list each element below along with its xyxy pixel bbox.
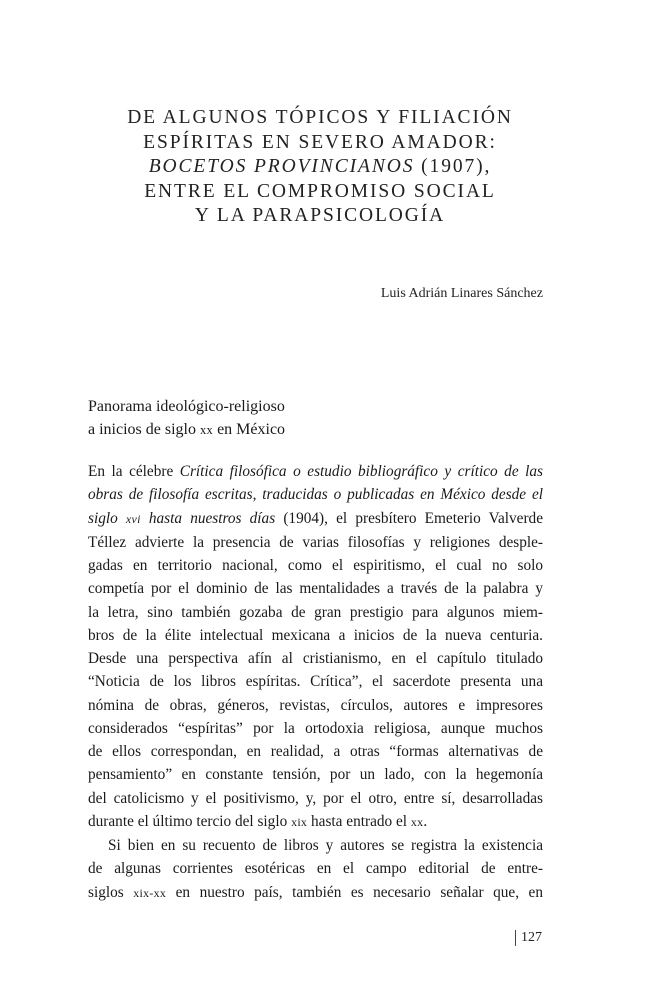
body-line xyxy=(88,460,543,483)
body-line: “Noticia de los libros espíritas. Crítica”, el sacerdote presenta una xyxy=(88,673,543,691)
century-smallcaps: xvi xyxy=(125,511,141,526)
body-text-run: (1904), el presbítero Emeterio Valverde xyxy=(275,509,543,527)
title-year: (1907), xyxy=(414,156,492,178)
body-line: la letra, sino también gozaba de gran prestigio para algunos miem- xyxy=(88,603,543,621)
body-line xyxy=(88,881,543,905)
title-line-3 xyxy=(60,155,580,180)
body-line: Téllez advierte la presencia de varias filosofías y religiones desple- xyxy=(88,533,543,551)
body-text-run: durante el último tercio del siglo xyxy=(88,812,292,830)
body-text-run: En la célebre xyxy=(88,463,180,480)
book-title-text: obras de filosofía escritas, traducidas o publicadas en México desde el xyxy=(88,486,543,504)
chapter-title xyxy=(60,106,580,229)
book-title-text: hasta nuestros días xyxy=(140,509,276,527)
heading-text: en México xyxy=(213,420,286,438)
body-text-run: siglos xyxy=(88,883,134,901)
body-text-run: en nuestro país, también es necesario señalar que, en xyxy=(166,883,543,901)
title-line-1: DE ALGUNOS TÓPICOS Y FILIACIÓN xyxy=(127,107,513,128)
section-heading-line-1: Panorama ideológico-religioso xyxy=(88,398,285,415)
body-line: competía por el dominio de las mentalidades a través de la palabra y xyxy=(88,580,543,598)
title-line-5: Y LA PARAPSICOLOGÍA xyxy=(194,205,446,227)
body-line: del catolicismo y el positivismo, y, por el otro, entre sí, desarrolladas xyxy=(88,789,543,807)
title-line-2: ESPÍRITAS EN SEVERO AMADOR: xyxy=(143,131,497,153)
body-line: pensamiento” en constante tensión, por un lado, con la hegemonía xyxy=(88,766,543,784)
body-line xyxy=(88,810,543,834)
body-line xyxy=(88,483,543,506)
body-text-run: . xyxy=(423,812,428,830)
book-title-text: siglo xyxy=(88,509,126,527)
body-paragraphs xyxy=(88,460,543,905)
body-line: Si bien en su recuento de libros y autores se registra la existencia xyxy=(108,837,543,854)
heading-text: a inicios de siglo xyxy=(88,420,200,438)
body-line: Desde una perspectiva afín al cristianismo, en el capítulo titulado xyxy=(88,650,543,667)
heading-century: xx xyxy=(199,422,214,437)
author-name: Luis Adrián Linares Sánchez xyxy=(380,286,543,301)
body-text-run: hasta entrado el xyxy=(307,812,411,830)
section-heading xyxy=(88,396,285,441)
century-smallcaps: xix xyxy=(291,814,308,829)
century-smallcaps: xix-xx xyxy=(133,885,167,900)
body-line: de ellos correspondan, en realidad, a otras “formas alternativas de xyxy=(88,743,543,760)
body-line: gadas en territorio nacional, como el espiritismo, el cual no solo xyxy=(88,557,543,574)
page-number: 127 xyxy=(515,930,542,946)
body-line xyxy=(88,507,543,531)
body-line: considerados “espíritas” por la ortodoxia religiosa, aunque muchos xyxy=(88,719,543,737)
title-work-name: BOCETOS PROVINCIANOS xyxy=(148,156,415,178)
century-smallcaps: xx xyxy=(410,814,424,829)
section-heading-line-2 xyxy=(88,419,285,442)
body-line: de algunas corrientes esotéricas en el campo editorial de entre- xyxy=(88,860,543,878)
title-line-4: ENTRE EL COMPROMISO SOCIAL xyxy=(144,180,496,202)
body-line: bros de la élite intelectual mexicana a inicios de la nueva centuria. xyxy=(88,626,543,644)
book-title-text: Crítica filosófica o estudio bibliográfico y crítico de las xyxy=(179,463,543,480)
body-line: nómina de obras, géneros, revistas, círculos, autores e impresores xyxy=(88,696,543,714)
